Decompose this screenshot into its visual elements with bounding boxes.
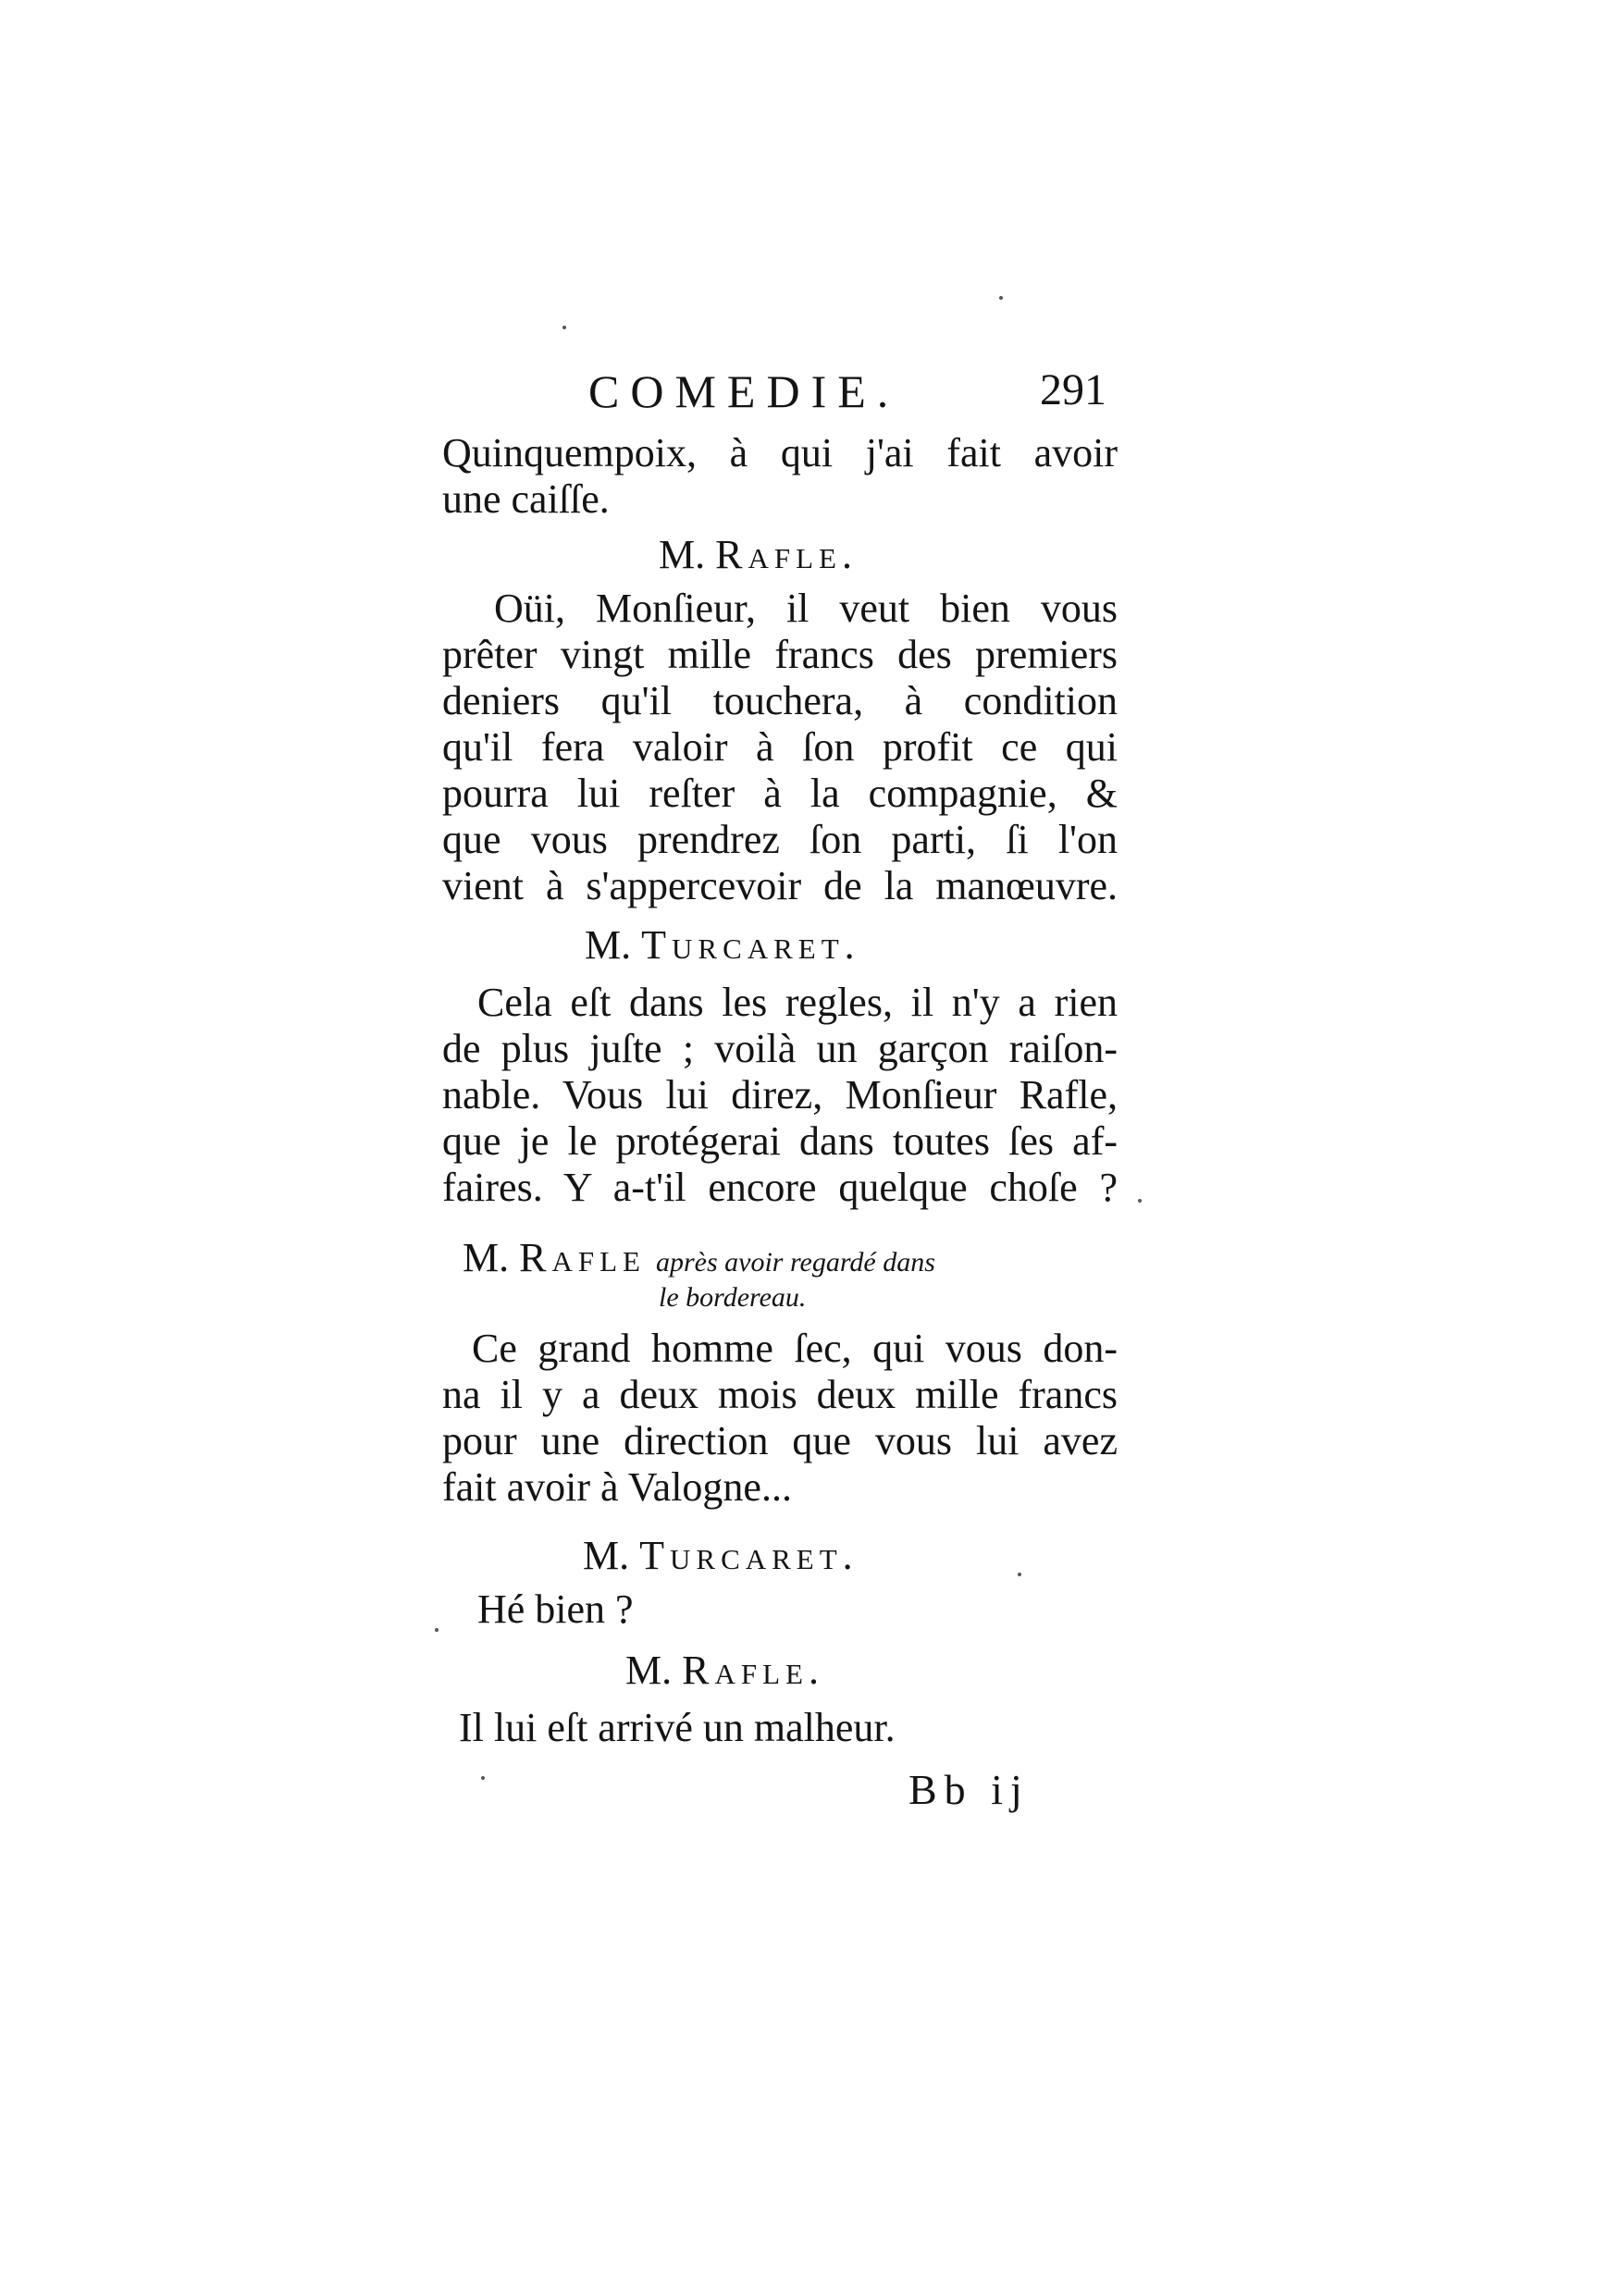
speaker-name: Rafle. [715, 532, 858, 577]
text-line: prêter vingt mille francs des premiers [442, 632, 1118, 677]
scan-speck [1018, 1573, 1021, 1576]
text-line: de plus juſte ; voilà un garçon raiſon- [442, 1026, 1118, 1071]
text-line: Ce grand homme ſec, qui vous don- [472, 1326, 1118, 1371]
text-line: Hé bien ? [477, 1586, 634, 1632]
text-line: fait avoir à Valogne... [442, 1464, 792, 1510]
speaker-name: Turcaret. [639, 1533, 859, 1578]
text-line: Quinquempoix, à qui j'ai fait avoir [442, 430, 1118, 475]
text-line: pourra lui reſter à la compagnie, & [442, 771, 1118, 816]
text-line: qu'il fera valoir à ſon profit ce qui [442, 724, 1118, 770]
speaker-title: M. [583, 1533, 640, 1578]
stage-direction: après avoir regardé dans [655, 1247, 935, 1278]
speaker-name: Rafle. [682, 1648, 824, 1693]
text-line: une caiſſe. [442, 476, 610, 522]
speaker-heading [659, 532, 858, 577]
speaker-heading [583, 1533, 859, 1578]
scan-speck [481, 1776, 485, 1780]
speaker-title: M. [463, 1235, 520, 1280]
speaker-name: Rafle [519, 1235, 646, 1280]
text-line: que vous prendrez ſon parti, ſi l'on [442, 817, 1118, 862]
scan-speck [999, 296, 1003, 300]
text-line: vient à s'appercevoir de la manœuvre. [442, 863, 1118, 908]
speaker-heading [625, 1650, 824, 1691]
text-line: nable. Vous lui direz, Monſieur Rafle, [442, 1072, 1118, 1117]
text-line: Cela eſt dans les regles, il n'y a rien [477, 980, 1118, 1025]
signature-mark: Bb ij [908, 1766, 1030, 1813]
text-line: Oüi, Monſieur, il veut bien vous [494, 586, 1118, 631]
scan-speck [562, 326, 566, 329]
running-title: COMEDIE. [588, 365, 900, 417]
scan-speck [435, 1628, 439, 1632]
text-line: pour une direction que vous lui avez [442, 1418, 1118, 1463]
speaker-name: Turcaret. [641, 922, 860, 968]
text-line: deniers qu'il touchera, à condition [442, 678, 1118, 723]
text-line: Il lui eſt arrivé un malheur. [459, 1705, 896, 1750]
scan-speck [1138, 1199, 1142, 1203]
speaker-heading [463, 1235, 935, 1280]
speaker-title: M. [625, 1648, 683, 1693]
page-number: 291 [1040, 365, 1106, 414]
text-line: faires. Y a-t'il encore quelque choſe ? [442, 1165, 1118, 1210]
stage-direction-continued: le bordereau. [659, 1282, 807, 1313]
text-line: que je le protégerai dans toutes ſes af- [442, 1118, 1118, 1164]
speaker-title: M. [585, 922, 642, 968]
speaker-title: M. [659, 532, 716, 577]
text-line: na il y a deux mois deux mille francs [442, 1372, 1118, 1417]
speaker-heading [585, 922, 860, 968]
